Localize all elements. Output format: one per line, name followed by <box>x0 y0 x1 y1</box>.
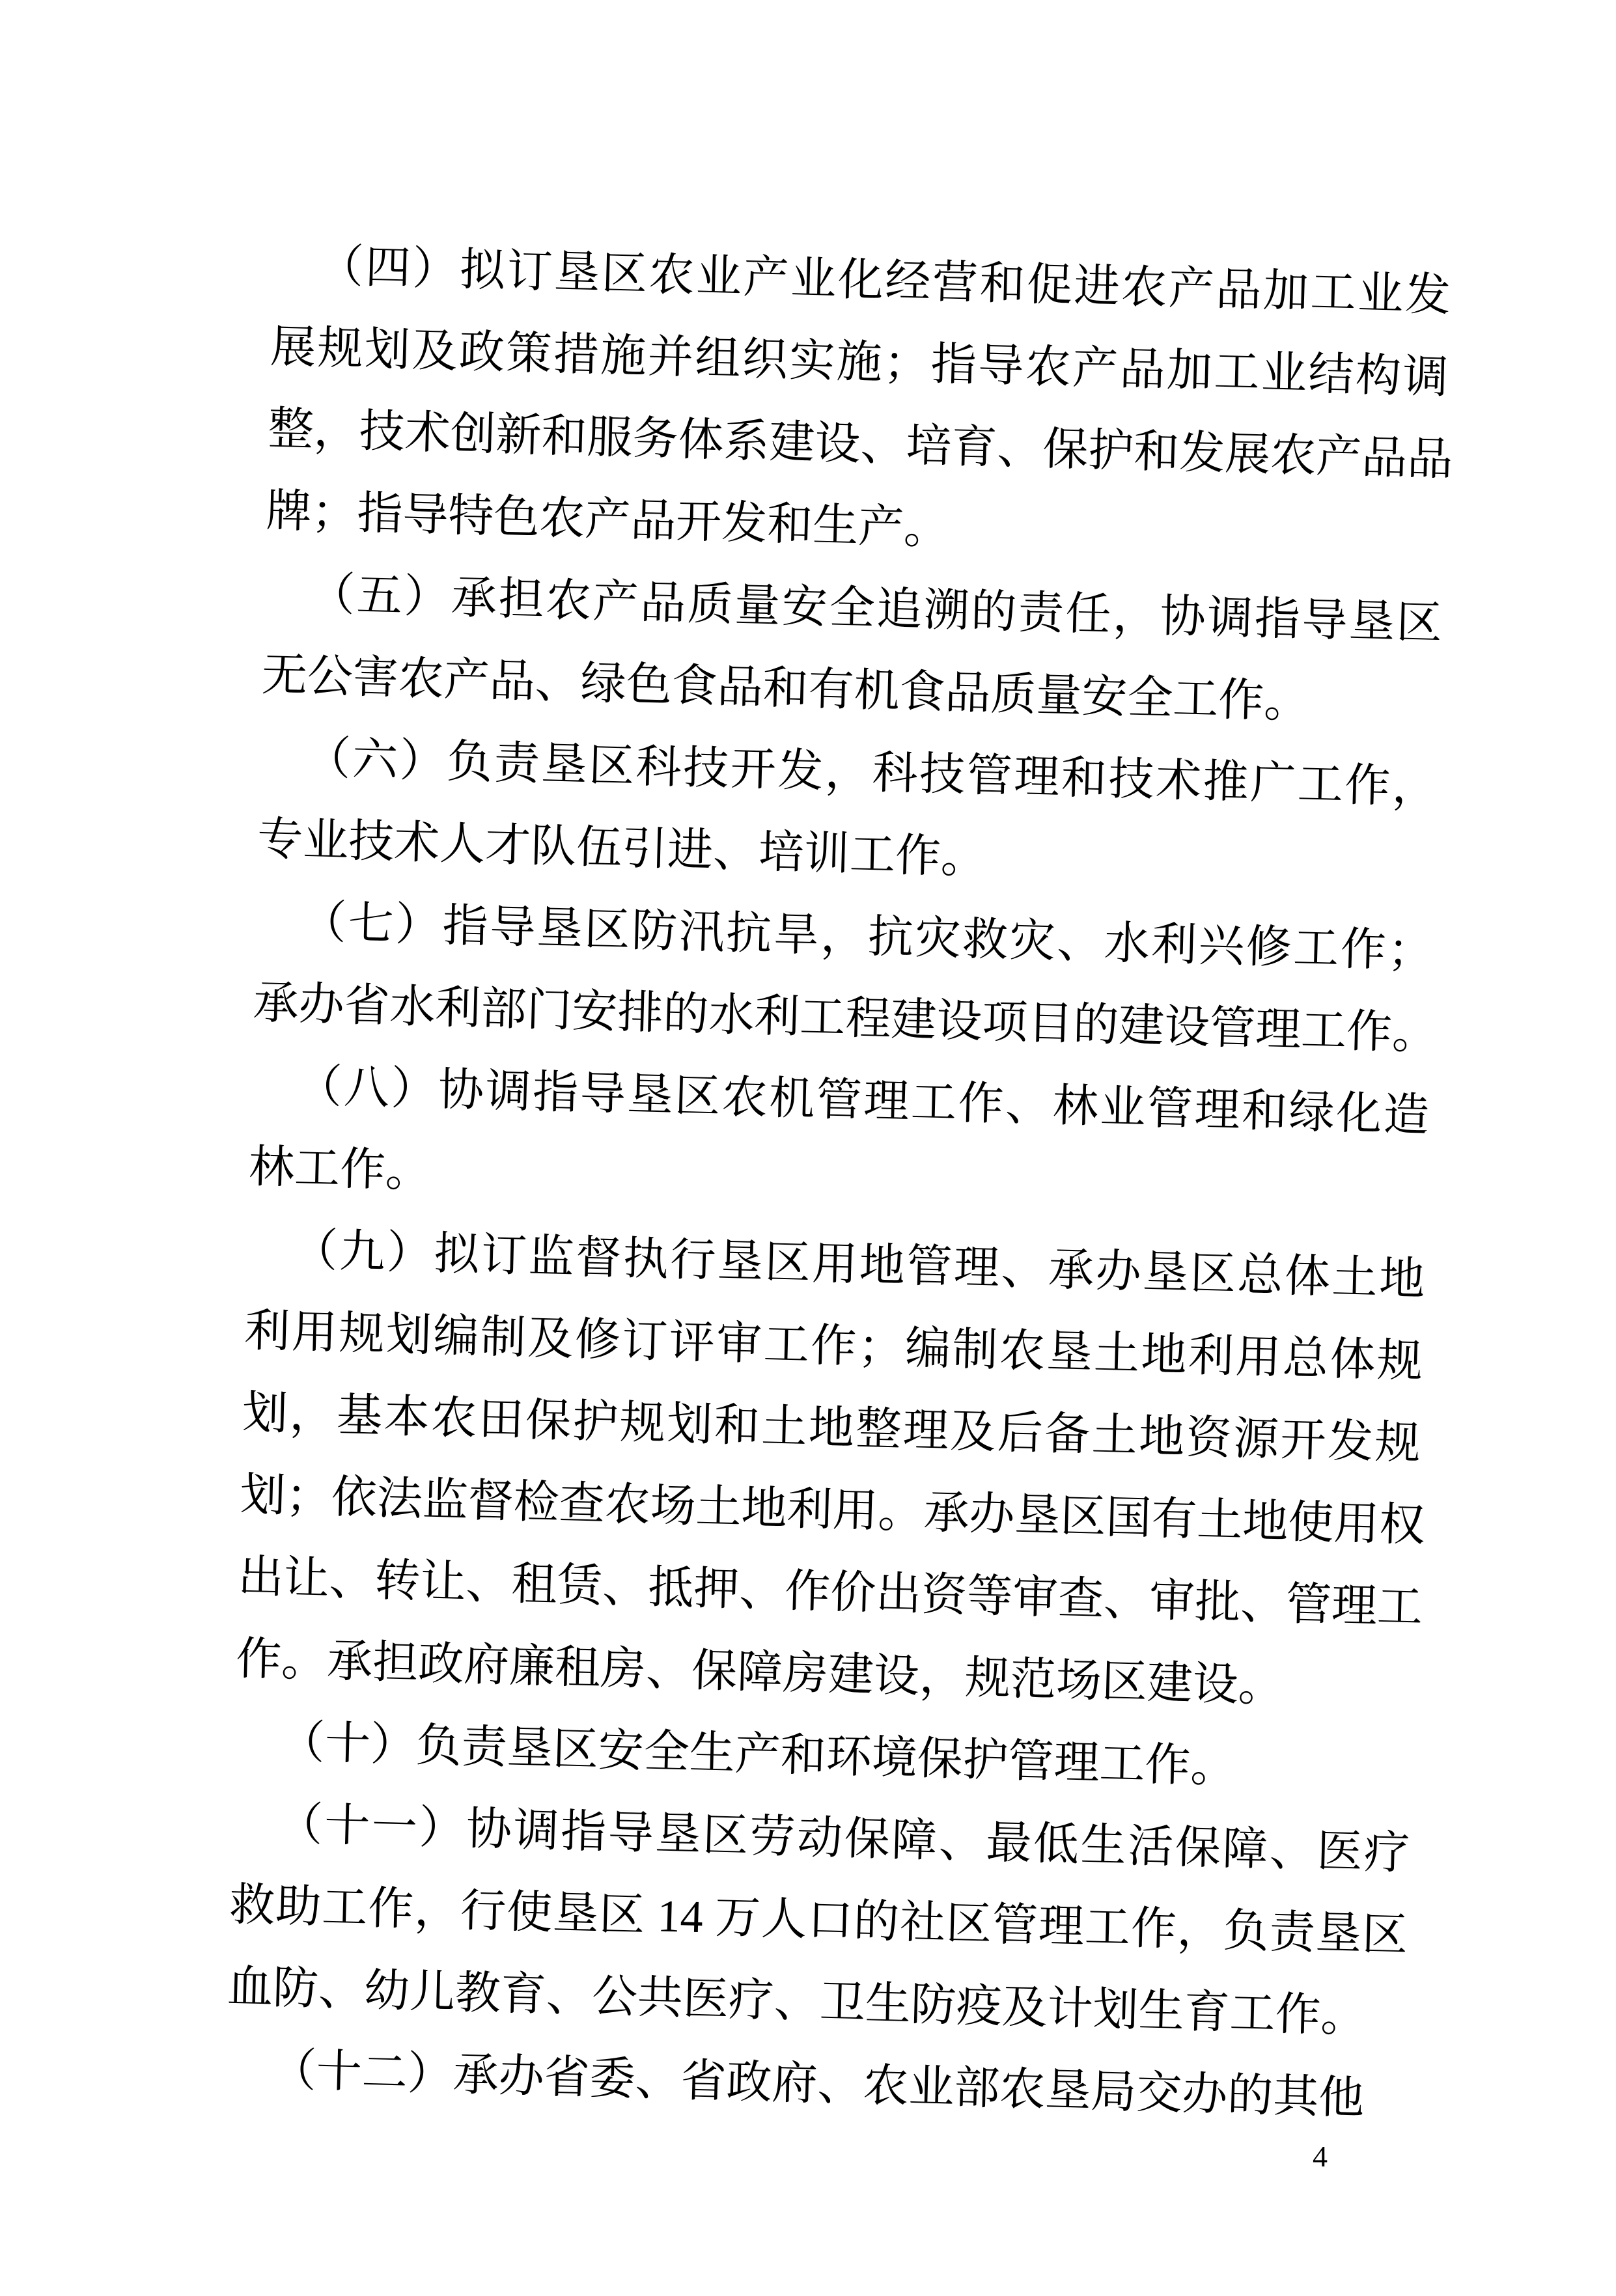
page-number: 4 <box>1313 2140 1328 2173</box>
text-line: 整，技术创新和服务体系建设、培育、保护和发展农产品品 <box>267 404 1454 486</box>
text-line: 血防、幼儿教育、公共医疗、卫生防疫及计划生育工作。 <box>227 1962 1367 2042</box>
text-line: （四）拟订垦区农业产业化经营和促进农产品加工业发 <box>317 241 1451 322</box>
text-line: 出让、转让、租赁、抵押、作价出资等审查、审批、管理工 <box>237 1552 1423 1633</box>
text-line: 划；依法监督检查农场土地利用。承办垦区国有土地使用权 <box>239 1470 1426 1551</box>
text-block <box>224 225 1454 2141</box>
text-line: （六）负责垦区科技开发，科技管理和技术推广工作， <box>304 733 1438 814</box>
text-line: （八）协调指导垦区农机管理工作、林业管理和绿化造 <box>296 1061 1430 1141</box>
text-line: 牌；指导特色农产品开发和生产。 <box>265 486 951 555</box>
text-line: 作。承担政府廉租房、保障房建设，规范场区建设。 <box>235 1634 1285 1712</box>
text-line: （五）承担农产品质量安全追溯的责任，协调指导垦区 <box>309 569 1443 650</box>
text-line: （九）拟订监督执行垦区用地管理、承办垦区总体土地 <box>291 1225 1426 1305</box>
text-line: （十）负责垦区安全生产和环境保护管理工作。 <box>278 1717 1237 1793</box>
text-line: 专业技术人才队伍引进、培训工作。 <box>257 814 987 883</box>
text-line: 展规划及政策措施并组织实施；指导农产品加工业结构调 <box>270 322 1449 404</box>
text-line: 无公害农产品、绿色食品和有机食品质量安全工作。 <box>260 650 1311 728</box>
text-line: 救助工作，行使垦区 14 万人口的社区管理工作，负责垦区 <box>229 1880 1408 1961</box>
text-line: 林工作。 <box>248 1142 432 1197</box>
text-line: 利用规划编制及修订评审工作；编制农垦土地利用总体规 <box>244 1306 1423 1387</box>
text-line: 划，基本农田保护规划和土地整理及后备土地资源开发规 <box>242 1388 1421 1469</box>
text-line: （七）指导垦区防汛抗旱，抗灾救灾、水利兴修工作； <box>300 897 1434 978</box>
text-line: 承办省水利部门安排的水利工程建设项目的建设管理工作。 <box>252 978 1439 1060</box>
text-line: （十二）承办省委、省政府、农业部农垦局交办的其他 <box>270 2045 1365 2124</box>
text-line: （十一）协调指导垦区劳动保障、最低生活保障、医疗 <box>276 1799 1411 1879</box>
